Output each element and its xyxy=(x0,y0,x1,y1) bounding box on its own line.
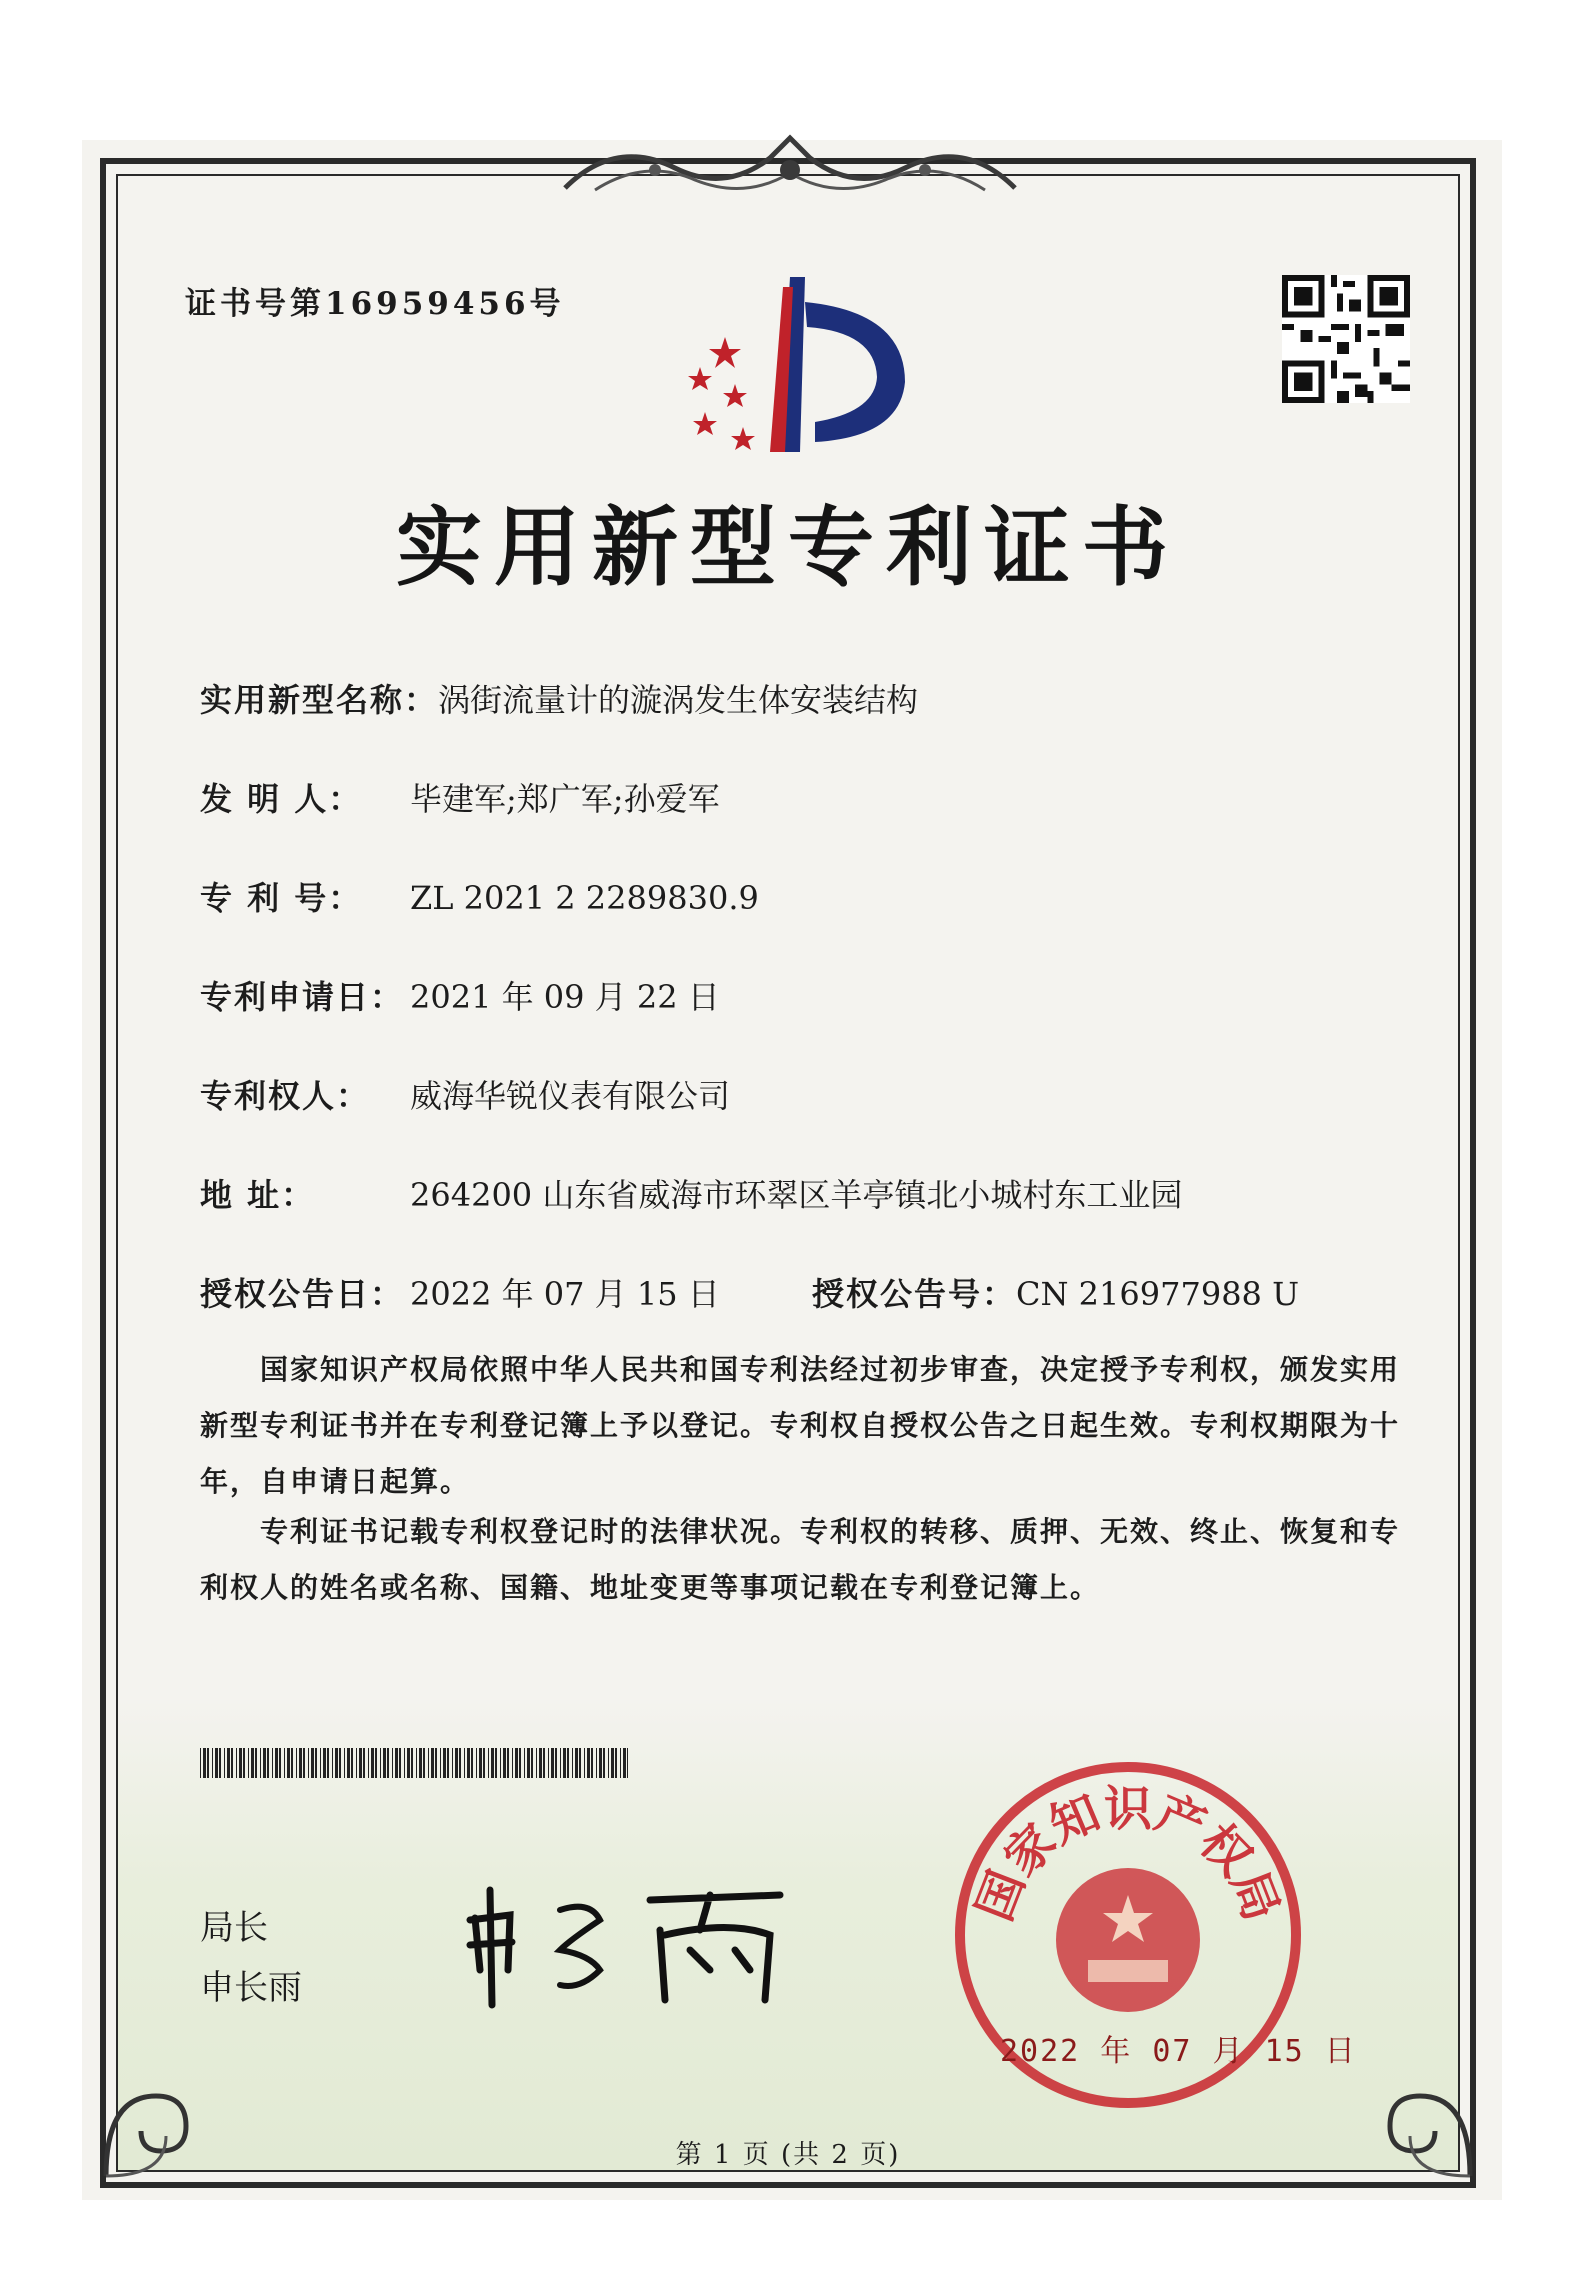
inventor-value: 毕建军;郑广军;孙爱军 xyxy=(410,780,720,818)
seal-date: 2022 年 07 月 15 日 xyxy=(1000,2034,1357,2069)
field-patent-number xyxy=(200,873,759,919)
director-title: 局长 xyxy=(200,1908,268,1948)
field-grant-date xyxy=(200,1269,720,1315)
application-date-label: 专利申请日： xyxy=(200,978,405,1016)
address-label: 地 址： xyxy=(200,1176,316,1214)
grant-date-value: 2022 年 07 月 15 日 xyxy=(410,1275,720,1313)
field-address xyxy=(200,1170,1182,1216)
page-number: 第 1 页 (共 2 页) xyxy=(675,2140,901,2170)
inventor-label: 发 明 人： xyxy=(200,780,363,818)
director-signature xyxy=(450,1860,810,2010)
grant-number-value: CN 216977988 U xyxy=(1016,1275,1300,1313)
legal-paragraph: 国家知识产权局依照中华人民共和国专利法经过初步审查，决定授予专利权，颁发实用新型专利证书并在专利登记簿上予以登记。专利权自授权公告之日起生效。专利权期限为十年，自申请日起算。 xyxy=(200,1353,1401,1498)
certificate-number: 证书号第16959456号 xyxy=(185,286,565,322)
certificate-title: 实用新型专利证书 xyxy=(396,497,1180,598)
field-utility-model-name xyxy=(200,675,918,721)
barcode-icon xyxy=(200,1748,628,1778)
grant-number-label: 授权公告号： xyxy=(812,1275,1017,1313)
field-grant-number xyxy=(812,1269,1299,1315)
field-inventor xyxy=(200,774,720,820)
address-value: 264200 山东省威海市环翠区羊亭镇北小城村东工业园 xyxy=(410,1176,1183,1214)
patent-number-label: 专 利 号： xyxy=(200,879,363,917)
patent-holder-label: 专利权人： xyxy=(200,1077,371,1115)
application-date-value: 2021 年 09 月 22 日 xyxy=(410,978,720,1016)
name-label: 实用新型名称： xyxy=(200,681,439,719)
patent-number-value: ZL 2021 2 2289830.9 xyxy=(410,879,759,917)
qr-code-icon xyxy=(1282,275,1410,403)
top-dragon-ornament-icon xyxy=(555,128,1025,208)
grant-date-label: 授权公告日： xyxy=(200,1275,405,1313)
patent-holder-value: 威海华锐仪表有限公司 xyxy=(410,1077,731,1115)
seal-text: 国家知识产权局 xyxy=(966,1781,1290,1929)
field-application-date xyxy=(200,972,720,1018)
field-patent-holder xyxy=(200,1071,730,1117)
patent-office-emblem-icon xyxy=(665,272,935,462)
name-value: 涡街流量计的漩涡发生体安装结构 xyxy=(438,681,919,719)
legal-paragraph: 专利证书记载专利权登记时的法律状况。专利权的转移、质押、无效、终止、恢复和专利权人的姓名或名称、国籍、地址变更等事项记载在专利登记簿上。 xyxy=(200,1515,1401,1604)
director-name: 申长雨 xyxy=(200,1968,302,2008)
